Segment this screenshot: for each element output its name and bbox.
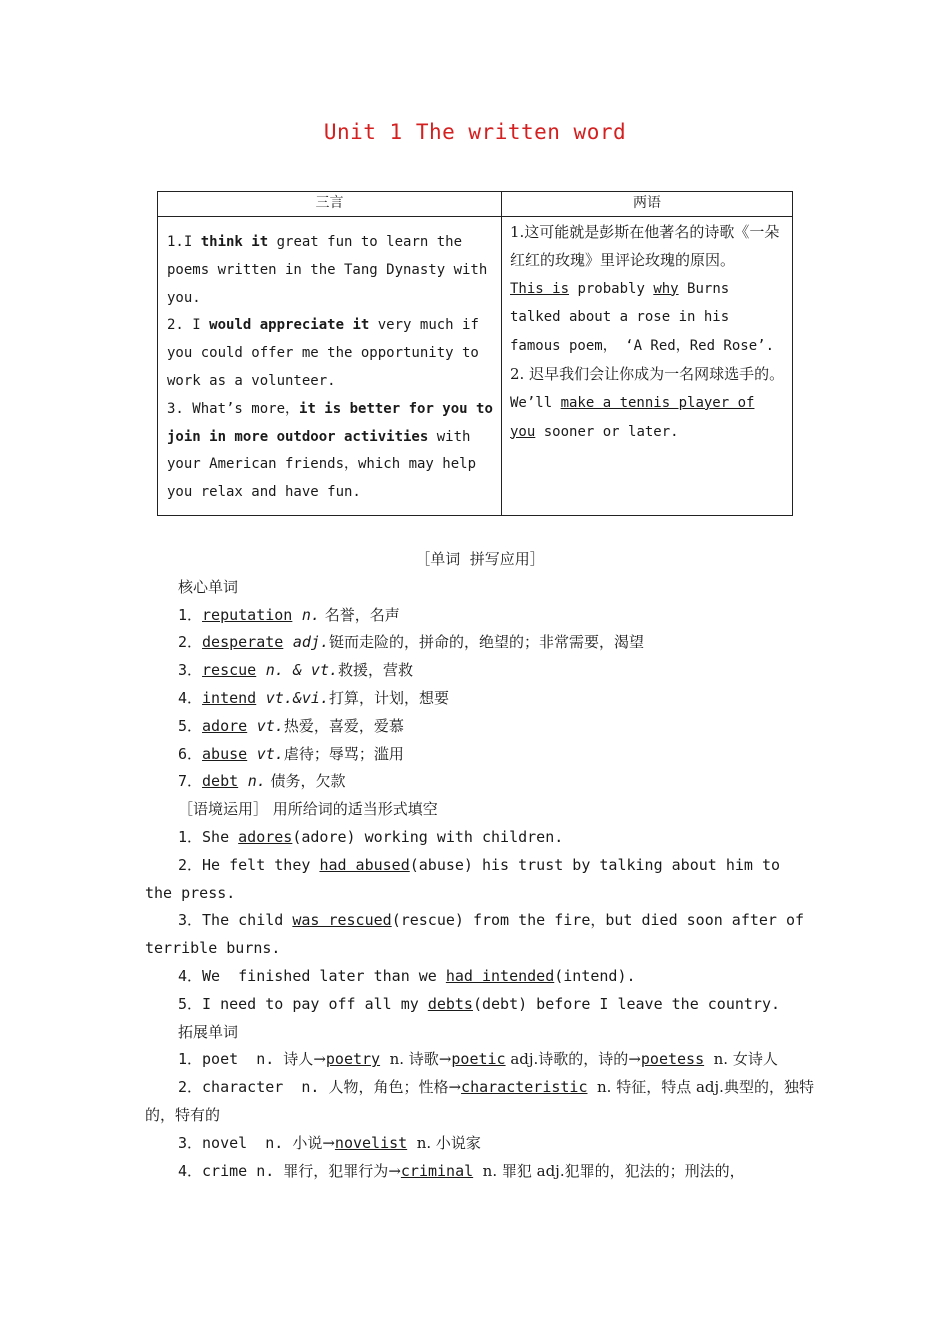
translation-en: We’ll make a tennis player of you sooner or later. <box>510 394 755 440</box>
core-word-item <box>145 629 815 657</box>
item-number: 2． <box>178 633 203 652</box>
core-heading: 核心单词 <box>178 577 239 596</box>
vocabulary-section <box>145 546 815 1185</box>
word-meaning: 救援，营救 <box>338 661 414 680</box>
part-of-speech: vt. <box>256 716 284 735</box>
extension-item: 3．novel n. 小说→novelist n. 小说家 <box>178 1133 481 1152</box>
derived-word: characteristic <box>461 1078 588 1097</box>
section-title: ［单词 拼写应用］ <box>415 550 545 568</box>
answer-blank: was rescued <box>292 911 392 930</box>
page-title: Unit 1 The written word <box>323 120 627 144</box>
translation-cn: 2. 迟早我们会让你成为一名网球选手的。 <box>510 364 785 383</box>
sentence-item: 4．We finished later than we had intended(intend). <box>178 966 636 985</box>
vocab-word: rescue <box>202 661 257 680</box>
part-of-speech: adj. <box>292 633 329 652</box>
extension-list <box>145 1046 815 1185</box>
arrow-glyph: → <box>322 1133 335 1152</box>
arrow-glyph: → <box>313 1050 326 1069</box>
extension-item: 4．crime n. 罪行，犯罪行为→criminal n. 罪犯 adj.犯罪的，犯法的；刑法的， <box>178 1161 745 1180</box>
answer-blank: debts <box>427 994 473 1013</box>
answer-blank: had intended <box>445 966 555 985</box>
derived-word: poetic <box>451 1050 506 1069</box>
word-meaning: 铤而走险的，拼命的，绝望的；非常需要，渴望 <box>328 633 644 652</box>
arrow-glyph: → <box>438 1050 452 1069</box>
phrases-right-cell <box>502 217 793 516</box>
core-word-item <box>145 713 815 741</box>
vocab-word: debt <box>202 772 239 791</box>
vocab-word: adore <box>202 716 248 735</box>
phrases-left-cell <box>158 217 502 516</box>
phrase-item: 3. What’s more，it is better for you to join in more outdoor activities with your American friends，which may help you relax and have fun. <box>167 400 493 501</box>
arrow-glyph: → <box>628 1050 641 1069</box>
sentence-item: 1．She adores(adore) working with children. <box>178 827 564 846</box>
core-word-list <box>145 602 815 797</box>
sentence-item: 3．The child was rescued(rescue) from the fire，but died soon after of terrible burns. <box>145 911 814 958</box>
part-of-speech: vt. <box>256 744 284 763</box>
derived-word: criminal <box>400 1161 474 1180</box>
phrase-item: 2. I would appreciate it very much if you could offer me the opportunity to work as a volunteer. <box>167 317 479 389</box>
core-word-item <box>145 768 815 796</box>
arrow-glyph: → <box>448 1078 462 1097</box>
part-of-speech: n. <box>301 605 320 624</box>
translation-en: This is probably why Burns talked about a rose in his famous poem， ‘A Red，Red Rose’. <box>510 280 775 355</box>
vocab-word: abuse <box>202 744 248 763</box>
table-header-left: 三言 <box>158 192 502 217</box>
part-of-speech: n. & vt. <box>265 661 339 680</box>
item-number: 5． <box>178 716 203 735</box>
word-meaning: 虐待；辱骂；滥用 <box>283 744 404 763</box>
sentence-list <box>145 824 815 1019</box>
item-number: 6． <box>178 744 203 763</box>
word-meaning: 打算，计划，想要 <box>328 688 449 707</box>
extension-heading: 拓展单词 <box>178 1022 239 1041</box>
item-number: 4． <box>178 688 203 707</box>
word-meaning: 债务，欠款 <box>265 772 346 791</box>
context-heading: ［语境运用］ 用所给词的适当形式填空 <box>178 800 438 819</box>
part-of-speech: vt.&vi. <box>265 688 329 707</box>
derived-word: poetess <box>640 1050 705 1069</box>
phrases-table <box>157 191 793 516</box>
vocab-word: reputation <box>202 605 293 624</box>
item-number: 1． <box>178 605 203 624</box>
word-meaning: 热爱，喜爱，爱慕 <box>283 716 404 735</box>
answer-blank: had abused <box>319 855 410 874</box>
core-word-item <box>145 657 815 685</box>
item-number: 3． <box>178 661 203 680</box>
extension-item: 1．poet n. 诗人→poetry n. 诗歌→poetic adj.诗歌的，诗的→poetess n. 女诗人 <box>178 1050 778 1069</box>
derived-word: poetry <box>325 1050 381 1069</box>
word-meaning: 名誉，名声 <box>319 605 400 624</box>
table-header-right: 两语 <box>502 192 793 217</box>
sentence-item: 5．I need to pay off all my debts(debt) before I leave the country. <box>178 994 781 1013</box>
vocab-word: intend <box>202 688 257 707</box>
translation-cn: 1.这可能就是彭斯在他著名的诗歌《一朵红红的玫瑰》里评论玫瑰的原因。 <box>510 223 780 269</box>
arrow-glyph: → <box>388 1161 401 1180</box>
core-word-item <box>145 741 815 769</box>
phrase-item: 1.I think it great fun to learn the poems written in the Tang Dynasty with you. <box>167 234 488 306</box>
vocab-word: desperate <box>202 633 284 652</box>
extension-item: 2．character n. 人物，角色；性格→characteristic n. 特征，特点 adj.典型的，独特的，特有的 <box>145 1078 814 1124</box>
part-of-speech: n. <box>247 772 266 791</box>
core-word-item <box>145 685 815 713</box>
answer-blank: adores <box>238 827 293 846</box>
derived-word: novelist <box>334 1133 408 1152</box>
item-number: 7． <box>178 772 203 791</box>
sentence-item: 2．He felt they had abused(abuse) his trust by talking about him to the press. <box>145 855 790 902</box>
core-word-item <box>145 602 815 630</box>
